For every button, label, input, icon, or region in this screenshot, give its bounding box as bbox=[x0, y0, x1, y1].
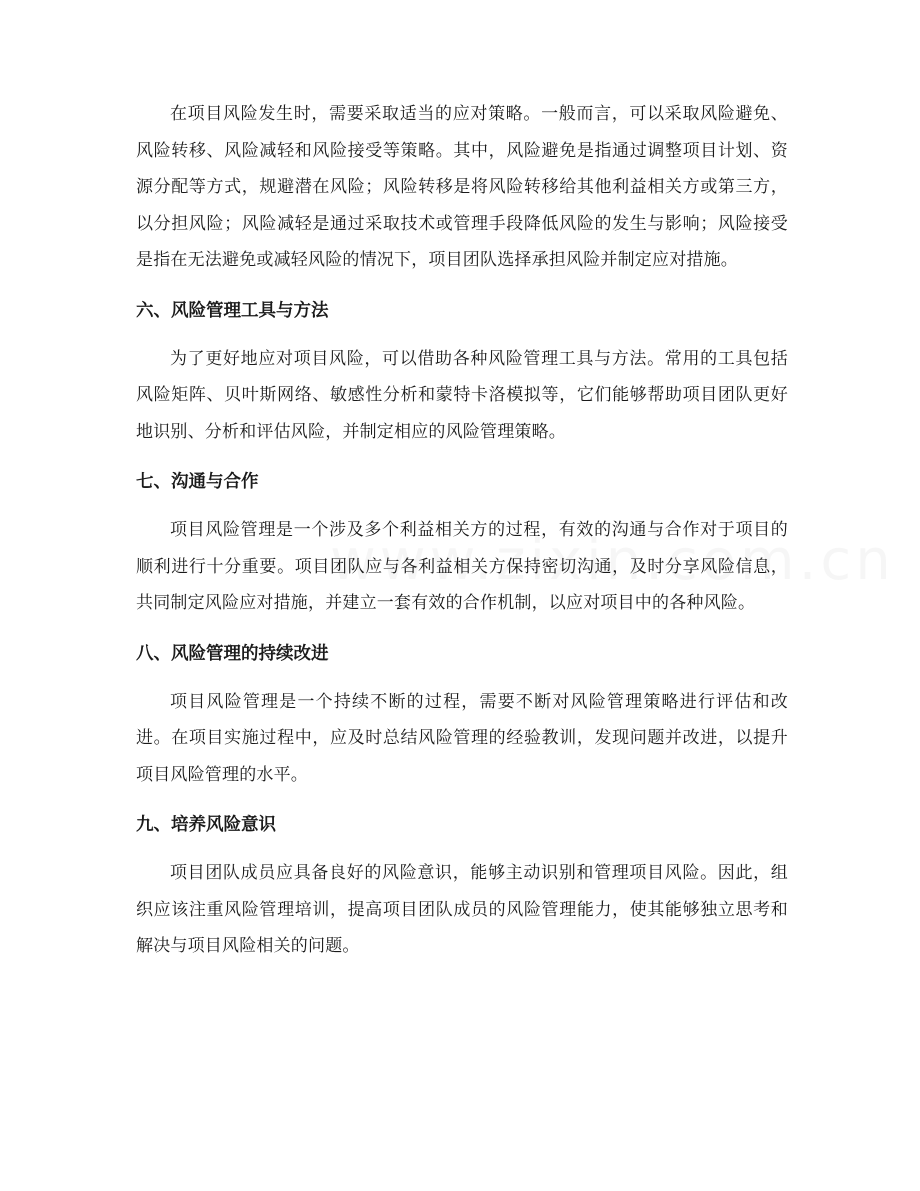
document-page bbox=[136, 96, 788, 965]
paragraph-risk-awareness: 项目团队成员应具备良好的风险意识，能够主动识别和管理项目风险。因此，组织应该注重风险管理培训，提高项目团队成员的风险管理能力，使其能够独立思考和解决与项目风险相关的问题。 bbox=[136, 863, 788, 956]
paragraph-continuous-improvement: 项目风险管理是一个持续不断的过程，需要不断对风险管理策略进行评估和改进。在项目实施过程中，应及时总结风险管理的经验教训，发现问题并改进，以提升项目风险管理的水平。 bbox=[136, 691, 788, 785]
heading-tools-methods: 六、风险管理工具与方法 bbox=[136, 300, 329, 321]
paragraph-tools-methods: 为了更好地应对项目风险，可以借助各种风险管理工具与方法。常用的工具包括风险矩阵、贝叶斯网络、敏感性分析和蒙特卡洛模拟等，它们能够帮助项目团队更好地识别、分析和评估风险，并制定相应的风险管理策略。 bbox=[136, 348, 788, 442]
heading-risk-awareness: 九、培养风险意识 bbox=[136, 815, 276, 835]
paragraph-communication: 项目风险管理是一个涉及多个利益相关方的过程，有效的沟通与合作对于项目的顺利进行十分重要。项目团队应与各利益相关方保持密切沟通，及时分享风险信息，共同制定风险应对措施，并建立一套有效的合作机制，以应对项目中的各种风险。 bbox=[136, 520, 788, 613]
heading-continuous-improvement: 八、风险管理的持续改进 bbox=[136, 643, 329, 664]
heading-communication: 七、沟通与合作 bbox=[136, 472, 259, 492]
paragraph-risk-response: 在项目风险发生时，需要采取适当的应对策略。一般而言，可以采取风险避免、风险转移、风险减轻和风险接受等策略。其中，风险避免是指通过调整项目计划、资源分配等方式，规避潜在风险；风险转移是将风险转移给其他利益相关方或第三方，以分担风险；风险减轻是通过采取技术或管理手段降低风险的发生与影响；风险接受是指在无法避免或减轻风险的情况下，项目团队选择承担风险并制定应对措施。 bbox=[136, 104, 788, 270]
